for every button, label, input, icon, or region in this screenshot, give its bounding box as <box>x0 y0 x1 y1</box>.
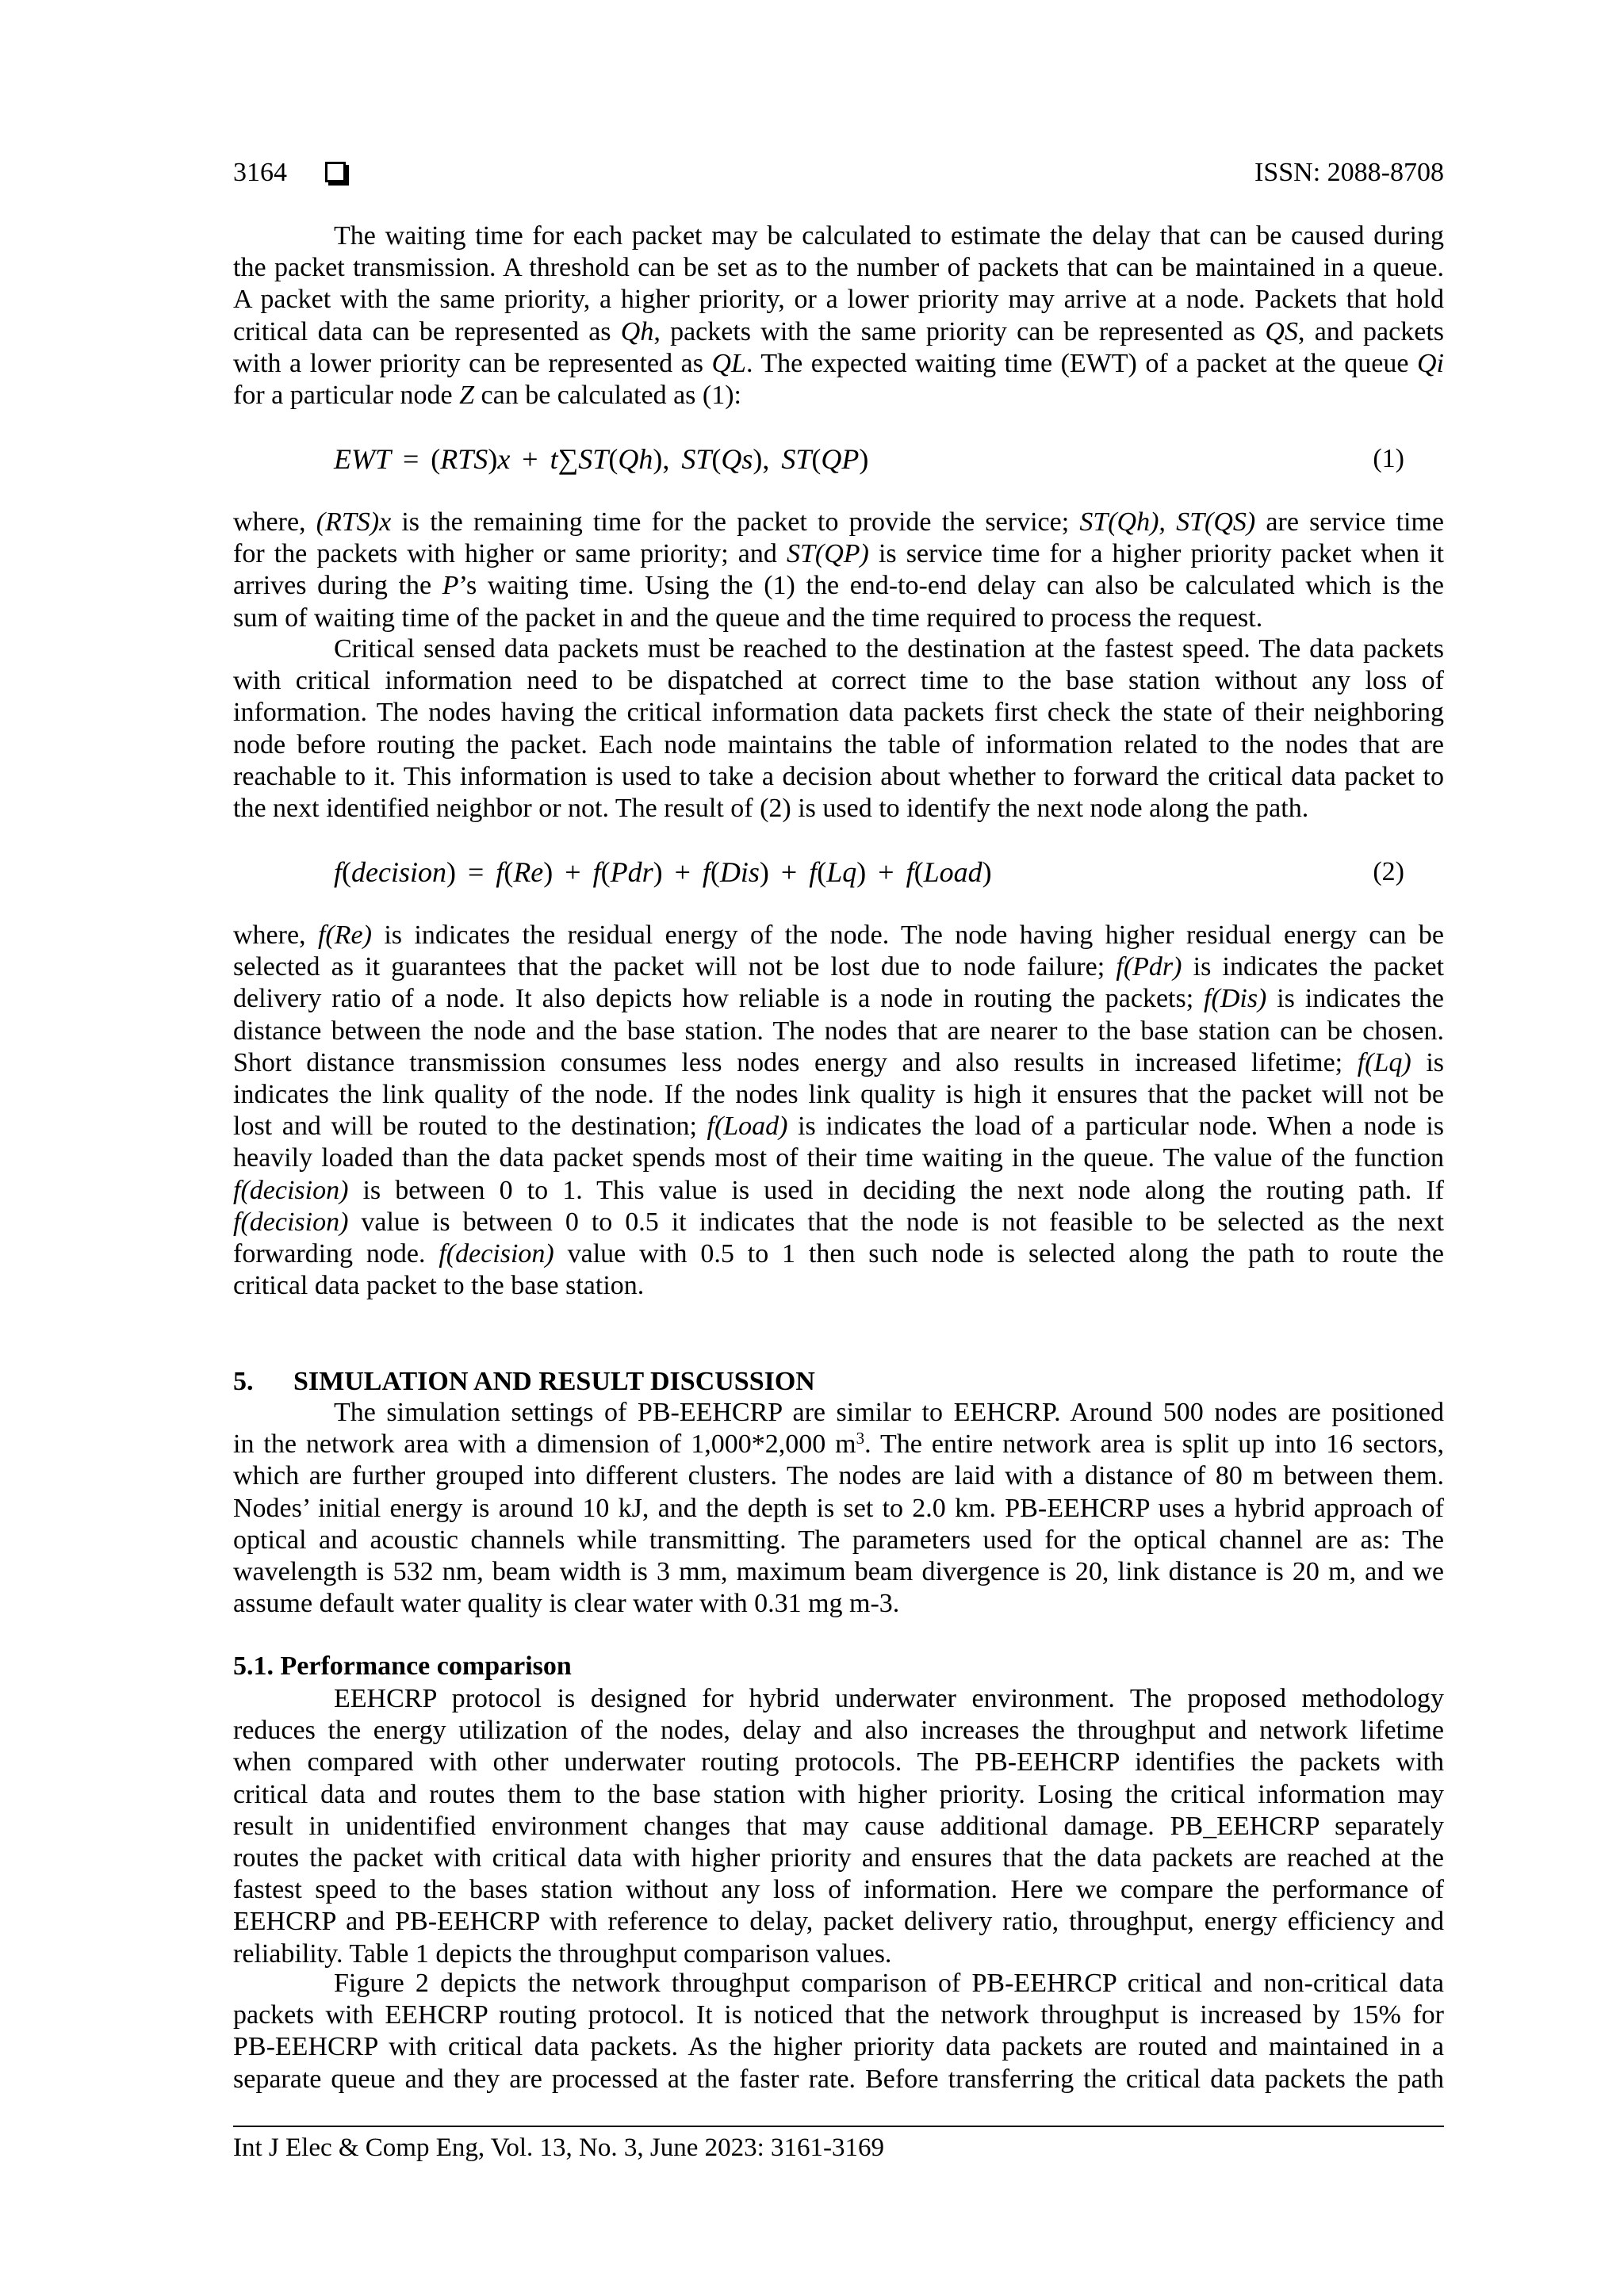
math-run: Re <box>513 856 544 888</box>
math-run: f <box>592 856 601 888</box>
text-line: routes the packet with critical data with higher priority and ensures that the data packets are reached at the <box>233 1843 1444 1873</box>
text-line <box>233 1238 1444 1270</box>
math-run: Dis <box>719 856 760 888</box>
math-run: ST <box>578 443 609 475</box>
text-line: EEHCRP and PB-EEHCRP with reference to delay, packet delivery ratio, throughput, energy efficiency and <box>233 1907 1444 1937</box>
text-run: ), <box>753 443 782 475</box>
text-line <box>233 507 1444 538</box>
paragraph <box>233 1397 1444 1620</box>
text-run: = ( <box>391 443 441 475</box>
text-line: when compared with other underwater routing protocols. The PB-EEHCRP identifies the packets with <box>233 1747 1444 1777</box>
text-line <box>233 1047 1444 1079</box>
text-line <box>233 1175 1444 1207</box>
italic-run: P <box>442 571 459 601</box>
math-run: f <box>334 856 343 888</box>
text-run: is <box>1411 1047 1444 1077</box>
math-run: decision <box>351 856 446 888</box>
text-line: A packet with the same priority, a higher priority, or a lower priority may arrive at a node. Packets that hold <box>233 285 1444 315</box>
text-run: ) = <box>446 856 496 888</box>
text-line <box>233 951 1444 983</box>
math-run: QP <box>821 443 860 475</box>
text-run: is the remaining time for the packet to provide the service; <box>391 507 1080 537</box>
math-run: f <box>702 856 710 888</box>
text-run: ), <box>653 443 682 475</box>
text-run: is indicates the residual energy of the node. The node having higher residual energy can be <box>371 920 1444 950</box>
equation-number: (2) <box>1373 857 1404 886</box>
math-run: ST(QP) <box>786 539 869 569</box>
text-line <box>233 920 1444 951</box>
text-line: Nodes’ initial energy is around 10 kJ, and the depth is set to 2.0 km. PB-EEHCRP uses a hybrid approach of <box>233 1493 1444 1523</box>
paragraph <box>233 507 1444 634</box>
paragraph <box>233 920 1444 1302</box>
math-run: f(Dis) <box>1204 984 1267 1014</box>
math-run: x <box>497 443 511 475</box>
equation-expression <box>334 856 992 888</box>
text-line <box>233 1429 1444 1460</box>
text-line <box>233 1207 1444 1238</box>
text-run: ( <box>600 856 611 888</box>
text-line: The simulation settings of PB-EEHCRP are similar to EEHCRP. Around 500 nodes are positioned <box>334 1398 1444 1427</box>
text-run: is between 0 to 1. This value is used in deciding the next node along the routing path. If <box>348 1175 1444 1205</box>
text-run: ) + <box>759 856 810 888</box>
text-run: , and packets <box>1297 316 1444 346</box>
text-line: reduces the energy utilization of the nodes, delay and also increases the throughput and network lifetime <box>233 1716 1444 1746</box>
text-run: can be calculated as (1): <box>474 381 741 411</box>
text-run: . The entire network area is split up into 16 sectors, <box>864 1429 1444 1460</box>
text-line: node before routing the packet. Each node maintains the table of information related to the nodes that are <box>233 729 1444 760</box>
text-run: ) <box>982 856 992 888</box>
math-run: f(Load) <box>707 1112 788 1142</box>
text-line: The waiting time for each packet may be calculated to estimate the delay that can be caused during <box>334 221 1444 251</box>
text-run: ( <box>711 443 722 475</box>
text-line: the packet transmission. A threshold can be set as to the number of packets that can be maintained in a queue. <box>233 253 1444 283</box>
text-line: optical and acoustic channels while transmitting. The parameters used for the optical channel are as: The <box>233 1525 1444 1555</box>
text-line: separate queue and they are processed at the faster rate. Before transferring the critical data packets the path <box>233 2064 1444 2094</box>
text-line <box>233 316 1444 348</box>
text-run: with a lower priority can be represented as <box>233 348 712 378</box>
text-line: indicates the link quality of the node. If the nodes link quality is high it ensures that the packet will not be <box>233 1080 1444 1110</box>
text-line: Critical sensed data packets must be reached to the destination at the fastest speed. The data packets <box>334 634 1444 664</box>
math-run: Qh <box>618 443 653 475</box>
math-run: Pdr <box>610 856 653 888</box>
text-line: wavelength is 532 nm, beam width is 3 mm, maximum beam divergence is 20, link distance is 20 m, and we <box>233 1557 1444 1587</box>
text-line <box>233 570 1444 602</box>
math-run: Lq <box>826 856 857 888</box>
text-line <box>233 348 1444 380</box>
text-run: ) + <box>856 856 906 888</box>
page-number: 3164 <box>233 158 287 187</box>
text-run: ( <box>504 856 514 888</box>
text-run: ( <box>914 856 924 888</box>
text-line: Figure 2 depicts the network throughput comparison of PB-EEHRCP critical and non-critical data <box>334 1969 1444 1998</box>
text-run: forwarding node. <box>233 1239 439 1269</box>
equation-expression <box>334 443 868 475</box>
math-run: f <box>496 856 504 888</box>
text-line: the next identified neighbor or not. The result of (2) is used to identify the next node along the path. <box>233 794 1309 824</box>
text-line: heavily loaded than the data packet spends most of their time waiting in the queue. The value of the function <box>233 1143 1444 1173</box>
text-run: . The expected waiting time (EWT) of a packet at the queue <box>745 348 1417 378</box>
math-run: ST <box>781 443 812 475</box>
text-run: ( <box>608 443 619 475</box>
text-line: EEHCRP protocol is designed for hybrid underwater environment. The proposed methodology <box>334 1684 1444 1713</box>
text-line <box>233 983 1444 1015</box>
text-line: result in unidentified environment changes that may cause additional damage. PB_EEHCRP separately <box>233 1811 1444 1841</box>
math-run: (RTS)x <box>316 507 392 537</box>
text-line: distance between the node and the base station. The nodes that are nearer to the base station can be chosen. <box>233 1016 1444 1046</box>
text-run: ( <box>811 443 822 475</box>
text-line: reliability. Table 1 depicts the throughput comparison values. <box>233 1938 892 1969</box>
text-run: is service time for a higher priority packet when it <box>868 539 1444 569</box>
drop-shadow-square-icon <box>325 162 346 182</box>
text-run: value with 0.5 to 1 then such node is selected along the path to route the <box>553 1239 1444 1269</box>
math-run: RTS <box>440 443 488 475</box>
text-run: ( <box>342 856 352 888</box>
math-run: f(decision) <box>233 1207 349 1237</box>
subsection-heading: 5.1. Performance comparison <box>233 1651 572 1681</box>
text-run: is indicates the load of a particular node. When a node is <box>787 1112 1444 1142</box>
text-run: ’s waiting time. Using the (1) the end-to-end delay can also be calculated which is the <box>458 571 1444 601</box>
text-run: ) + <box>543 856 593 888</box>
text-run: is indicates the <box>1266 984 1444 1014</box>
text-line: reachable to it. This information is used to take a decision about whether to forward the critical data packet to <box>233 761 1444 791</box>
italic-run: Z <box>459 381 475 411</box>
text-run: critical data can be represented as <box>233 316 621 346</box>
text-line: sum of waiting time of the packet in and the queue and the time required to process the request. <box>233 603 1263 633</box>
math-run: f(decision) <box>233 1175 349 1205</box>
text-line: critical data packet to the base station. <box>233 1271 645 1301</box>
superscript-run: 3 <box>856 1428 865 1448</box>
paragraph <box>233 633 1444 825</box>
math-run: ST(Qh), ST(QS) <box>1079 507 1256 537</box>
text-line: which are further grouped into different clusters. The nodes are laid with a distance of 80 m between them. <box>233 1461 1444 1491</box>
equation-1 <box>334 443 1404 476</box>
math-run: f(Lq) <box>1357 1047 1411 1077</box>
equation-number: (1) <box>1373 444 1404 473</box>
text-line: packets with EEHCRP routing protocol. It is noticed that the network throughput is increased by 15% for <box>233 2000 1444 2030</box>
text-run: , packets with the same priority can be represented as <box>653 316 1266 346</box>
text-run: for a particular node <box>233 381 460 411</box>
text-run: where, <box>233 507 316 537</box>
text-run: + <box>510 443 550 475</box>
text-run: where, <box>233 920 318 950</box>
math-run: f <box>906 856 914 888</box>
math-run: EWT <box>334 443 391 475</box>
text-run: ( <box>817 856 827 888</box>
paragraph <box>233 1968 1444 2095</box>
italic-run: QS <box>1265 316 1298 346</box>
section-title: SIMULATION AND RESULT DISCUSSION <box>293 1367 815 1396</box>
text-run: value is between 0 to 0.5 it indicates that the node is not feasible to be selected as the next <box>348 1207 1444 1237</box>
math-run: f(decision) <box>439 1239 554 1269</box>
text-run: in the network area with a dimension of 1,000*2,000 m <box>233 1429 856 1460</box>
math-run: t <box>550 443 558 475</box>
math-run: Qs <box>721 443 753 475</box>
math-run: f(Re) <box>317 920 372 950</box>
text-line: critical data and routes them to the base station with higher priority. Losing the critical information may <box>233 1779 1444 1809</box>
text-run: Short distance transmission consumes less nodes energy and also results in increased lifetime; <box>233 1047 1358 1077</box>
text-run: ) <box>488 443 498 475</box>
text-run: for the packets with higher or same priority; and <box>233 539 787 569</box>
text-line <box>233 538 1444 570</box>
text-run: is indicates the packet <box>1182 952 1444 982</box>
math-run: f(Pdr) <box>1116 952 1182 982</box>
text-line <box>233 1111 1444 1142</box>
section-heading <box>233 1366 1444 1398</box>
text-run: ) <box>859 443 869 475</box>
text-run: arrives during the <box>233 571 442 601</box>
text-run: lost and will be routed to the destination; <box>233 1112 707 1142</box>
text-line <box>233 380 1444 411</box>
paragraph <box>233 1683 1444 1970</box>
footer-rule <box>233 2126 1444 2127</box>
math-run: Load <box>923 856 982 888</box>
text-line: assume default water quality is clear water with 0.31 mg m-3. <box>233 1589 900 1619</box>
text-run: selected as it guarantees that the packet will not be lost due to node failure; <box>233 952 1116 982</box>
footer-citation: Int J Elec & Comp Eng, Vol. 13, No. 3, June 2023: 3161-3169 <box>233 2133 885 2162</box>
text-run: ( <box>710 856 720 888</box>
text-line: fastest speed to the bases station without any loss of information. Here we compare the performance of <box>233 1875 1444 1905</box>
italic-run: QL <box>711 348 746 378</box>
italic-run: Qi <box>1416 348 1444 378</box>
text-run: are service time <box>1255 507 1444 537</box>
paragraph <box>233 220 1444 411</box>
equation-2 <box>334 856 1404 890</box>
math-run: ST <box>681 443 712 475</box>
text-line: PB-EEHCRP with critical data packets. As the higher priority data packets are routed and maintained in a <box>233 2032 1444 2062</box>
text-line: with critical information need to be dispatched at correct time to the base station without any loss of <box>233 666 1444 696</box>
math-run: f <box>809 856 818 888</box>
italic-run: Qh <box>620 316 654 346</box>
issn: ISSN: 2088-8708 <box>1254 158 1444 187</box>
text-run: ) + <box>653 856 703 888</box>
text-run: delivery ratio of a node. It also depicts how reliable is a node in routing the packets; <box>233 984 1205 1014</box>
text-run: ∑ <box>557 443 579 475</box>
text-line: information. The nodes having the critical information data packets first check the state of their neighboring <box>233 698 1444 728</box>
section-number: 5. <box>233 1367 254 1396</box>
